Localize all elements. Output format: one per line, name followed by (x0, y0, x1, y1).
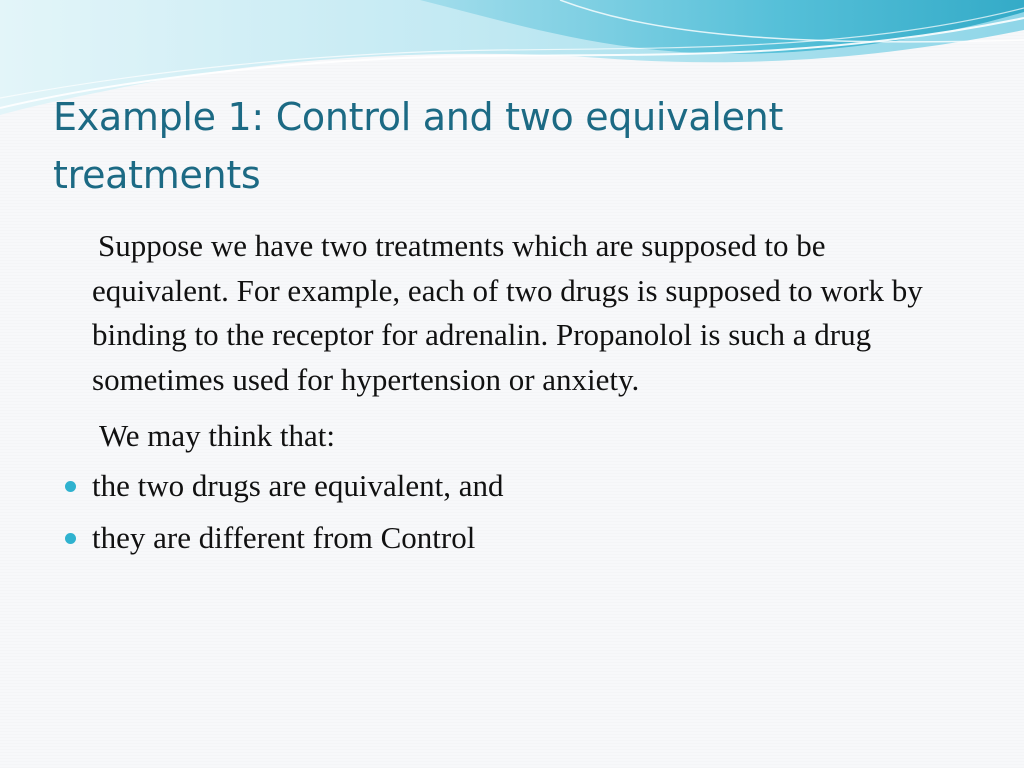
bullet-text: the two drugs are equivalent, and (92, 468, 504, 503)
bullet-item-different (92, 516, 952, 560)
intro-paragraph: Suppose we have two treatments which are supposed to be equivalent. For example, each of two drugs is supposed to work by binding to the receptor for adrenalin. Propanolol is such a drug sometimes used for hypertension or anxiety. (92, 228, 923, 397)
bullet-dot-icon (65, 533, 76, 544)
bullet-list (92, 464, 952, 560)
slide-title: Example 1: Control and two equivalent treatments (53, 95, 784, 197)
bullet-text: they are different from Control (92, 520, 476, 555)
lead-in-text: We may think that: (99, 418, 335, 453)
bullet-item-equivalent (92, 464, 952, 508)
bullet-dot-icon (65, 481, 76, 492)
slide-body (92, 224, 952, 568)
